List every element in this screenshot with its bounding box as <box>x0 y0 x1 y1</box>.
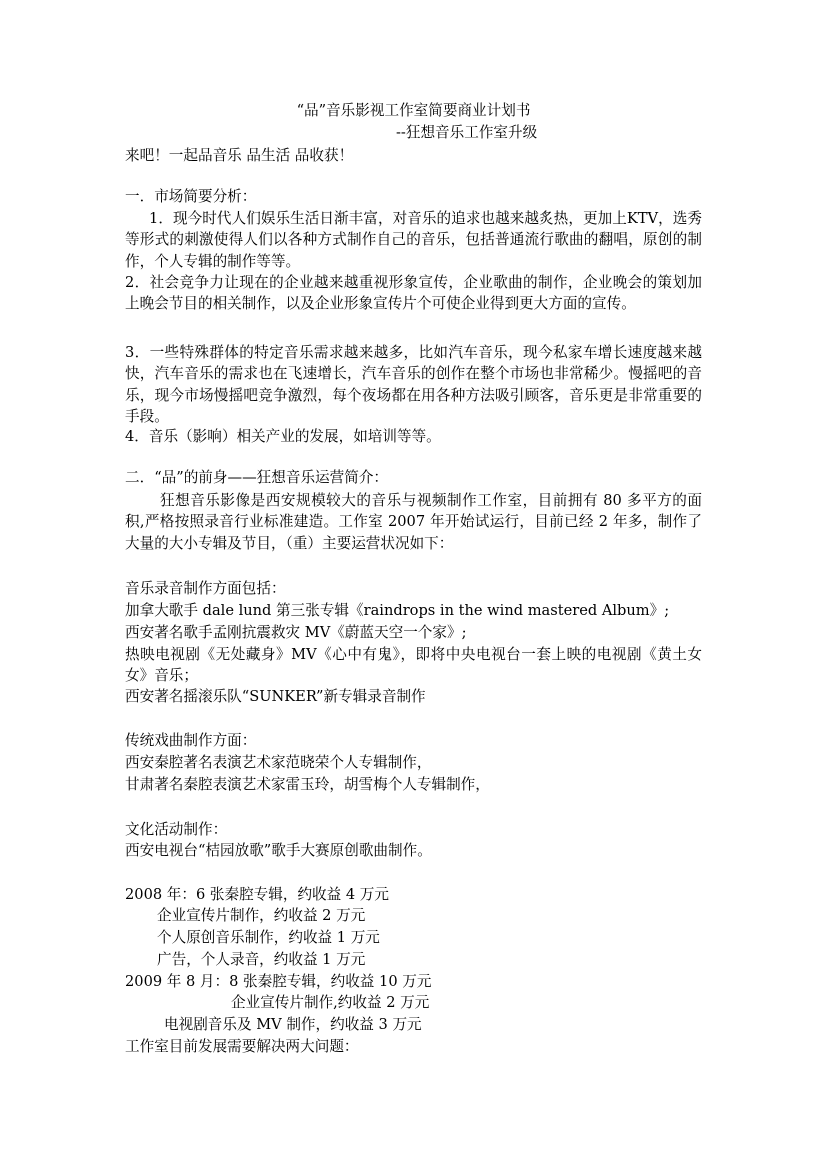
closing-line: 工作室目前发展需要解决两大问题： <box>125 1038 359 1055</box>
section1-paragraph-3: 3．一些特殊群体的特定音乐需求越来越多，比如汽车音乐，现今私家车增长速度越来越快，汽车音乐的需求也在飞速增长，汽车音乐的创作在整个市场也非常稀少。慢摇吧的音乐，现今市场慢摇吧竞争激烈，每个夜场都在用各种方法吸引顾客，音乐更是非常重要的手段。 <box>125 344 702 425</box>
recording-heading: 音乐录音制作方面包括： <box>125 580 286 597</box>
opera-item: 甘肃著名秦腔表演艺术家雷玉玲，胡雪梅个人专辑制作， <box>125 776 490 793</box>
income-2009-item: 电视剧音乐及 MV 制作，约收益 3 万元 <box>164 1016 422 1033</box>
section2-intro: 狂想音乐影像是西安规模较大的音乐与视频制作工作室，目前拥有 80 多平方的面积,严格按照录音行业标准建造。工作室 2007 年开始试运行，目前已经 2 年多，制作了大量的大小专辑及节目，（重）主要运营状况如下： <box>125 492 702 552</box>
section1-paragraph-1: 1．现今时代人们娱乐生活日渐丰富，对音乐的追求也越来越炙热，更加上KTV，选秀等形式的刺激使得人们以各种方式制作自己的音乐，包括普通流行歌曲的翻唱，原创的制作，个人专辑的制作等等。 <box>125 210 702 270</box>
slogan: 来吧！一起品音乐 品生活 品收获！ <box>125 147 354 164</box>
culture-item: 西安电视台“桔园放歌”歌手大赛原创歌曲制作。 <box>125 842 432 859</box>
section2-heading: 二．“品”的前身——狂想音乐运营简介： <box>125 469 389 486</box>
document-subtitle: --狂想音乐工作室升级 <box>396 124 538 141</box>
section1-paragraph-4: 4．音乐（影响）相关产业的发展，如培训等等。 <box>125 428 441 445</box>
culture-heading: 文化活动制作： <box>125 821 228 838</box>
section1-heading: 一．市场简要分析： <box>125 188 257 205</box>
income-2008: 2008 年：6 张秦腔专辑，约收益 4 万元 <box>125 886 389 903</box>
recording-item: 西安著名歌手孟刚抗震救灾 MV《蔚蓝天空一个家》; <box>125 624 467 641</box>
document-title: “品”音乐影视工作室简要商业计划书 <box>296 102 531 119</box>
income-2008-item: 企业宣传片制作，约收益 2 万元 <box>157 907 366 924</box>
recording-item: 西安著名摇滚乐队“SUNKER”新专辑录音制作 <box>125 688 426 705</box>
recording-item: 加拿大歌手 dale lund 第三张专辑《raindrops in the wind mastered Album》; <box>125 602 670 619</box>
income-2008-item: 个人原创音乐制作，约收益 1 万元 <box>157 929 380 946</box>
income-2009-item: 企业宣传片制作,约收益 2 万元 <box>231 994 430 1011</box>
recording-item: 热映电视剧《无处藏身》MV《心中有鬼》，即将中央电视台一套上映的电视剧《黄土女女》音乐； <box>125 646 702 685</box>
opera-item: 西安秦腔著名表演艺术家范晓荣个人专辑制作， <box>125 754 432 771</box>
income-2008-item: 广告，个人录音，约收益 1 万元 <box>157 951 366 968</box>
opera-heading: 传统戏曲制作方面： <box>125 732 257 749</box>
income-2009: 2009 年 8 月：8 张秦腔专辑，约收益 10 万元 <box>125 973 432 990</box>
section1-paragraph-2: 2．社会竞争力让现在的企业越来越重视形象宣传，企业歌曲的制作，企业晚会的策划加上晚会节目的相关制作，以及企业形象宣传片个可使企业得到更大方面的宣传。 <box>125 274 702 313</box>
